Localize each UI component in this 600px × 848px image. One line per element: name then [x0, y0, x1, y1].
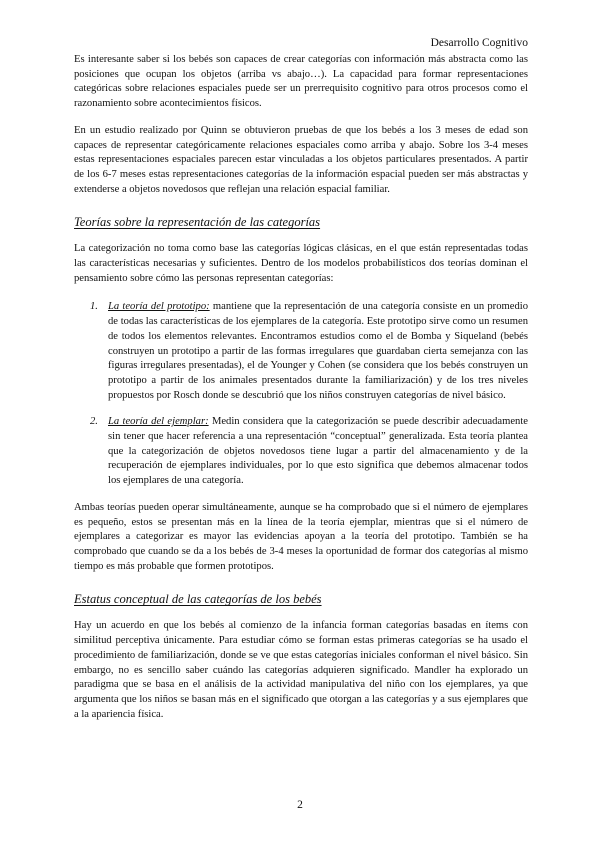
paragraph-theories-intro: La categorización no toma como base las categorías lógicas clásicas, en el que están representadas todas las características necesarias y suficientes. Dentro de los modelos probabilísticos dos teorías dominan el pensamiento sobre cómo las personas representan categorías:	[74, 243, 528, 284]
paragraph-spatial-categories: Es interesante saber si los bebés son capaces de crear categorías con información más abstracta como las posiciones que ocupan los objetos (arriba vs abajo…). La capacidad para formar representaciones categóricas sobre relaciones espaciales puede ser un prerrequisito cognitivo para otros procesos como el razonamiento sobre acontecimientos físicos.	[74, 54, 528, 110]
list-item-text	[108, 415, 528, 489]
term-exemplar: La teoría del ejemplar:	[108, 416, 209, 428]
list-number: 2.	[90, 416, 98, 428]
definition-exemplar: Medin considera que la categorización se puede describir adecuadamente sin tener que hacer referencia a una representación “conceptual” generalizada. Esta teoría plantea que la categorización de objetos novedosos tiene lugar a partir del almacenamiento y de la recuperación de ejemplares individuales, por lo que esto significa que debemos almacenar todos los ejemplares de una categoría.	[108, 416, 528, 487]
paragraph-conceptual-status: Hay un acuerdo en que los bebés al comienzo de la infancia forman categorías basadas en ítems con similitud perceptiva únicamente. Para estudiar cómo se forman estas primeras categorías se ha usado el procedimiento de familiarización, donde se ve que estas categorías iniciales conforman el nivel básico. Sin embargo, no es sencillo saber cuándo las categorías adquieren significado. Mandler ha explorado un paradigma que se basa en el análisis de la actividad manipulativa del niño con los ejemplares, ya que argumenta que los niños se basan más en el significado que otorgan a las categorías y a sus ejemplares que a la apariencia física.	[74, 620, 528, 720]
paragraph-theories-closing: Ambas teorías pueden operar simultáneamente, aunque se ha comprobado que si el número de ejemplares es pequeño, estos se presentan más en la línea de la teoría ejemplar, mientras que si el número de ejemplares a categorizar es mayor las evidencias apoyan a la teoría del prototipo. También se ha comprobado que cuando se da a los bebés de 3-4 meses la oportunidad de formar dos categorías al mismo tiempo es más probable que formen prototipos.	[74, 501, 528, 572]
page-body	[74, 53, 528, 722]
list-item-exemplar-theory	[74, 415, 528, 489]
theories-list	[74, 300, 528, 488]
section-heading-conceptual-status: Estatus conceptual de las categorías de los bebés	[74, 592, 322, 607]
section-heading-theories: Teorías sobre la representación de las categorías	[74, 215, 321, 230]
list-item-text	[108, 300, 528, 403]
paragraph-quinn-study: En un estudio realizado por Quinn se obtuvieron pruebas de que los bebés a los 3 meses de edad son capaces de representar categóricamente relaciones espaciales como arriba y abajo. Sobre los 3-4 meses estas representaciones espaciales parecen estar vinculadas a los objetos particulares presentados. A partir de los 6-7 meses estas representaciones categorías de la información espacial pueden ser más abstractas y extenderse a objetos novedosos que reflejan una relación espacial familiar.	[74, 124, 528, 195]
list-number: 1.	[90, 301, 98, 313]
definition-prototype: mantiene que la representación de una categoría consiste en un promedio de todas las características de los ejemplares de la categoría. Este prototipo sirve como un resumen de todos los elementos relevantes. Encontramos estudios como el de Bomba y Siqueland (bebés construyen un prototipo a partir de las formas irregulares que guardaban cierta semejanza con las figuras irregulares presentadas), el de Younger y Cohen (se considera que los bebés construyen un prototipo a partir de los animales presentados durante la familiarización) y de los tres niveles propuestos por Rosch donde se descubrió que los niños construyen categorías de nivel básico.	[108, 301, 528, 401]
term-prototype: La teoría del prototipo:	[108, 301, 210, 313]
list-item-prototype-theory	[74, 300, 528, 403]
running-header: Desarrollo Cognitivo	[430, 37, 528, 49]
page-number: 2	[297, 799, 303, 811]
